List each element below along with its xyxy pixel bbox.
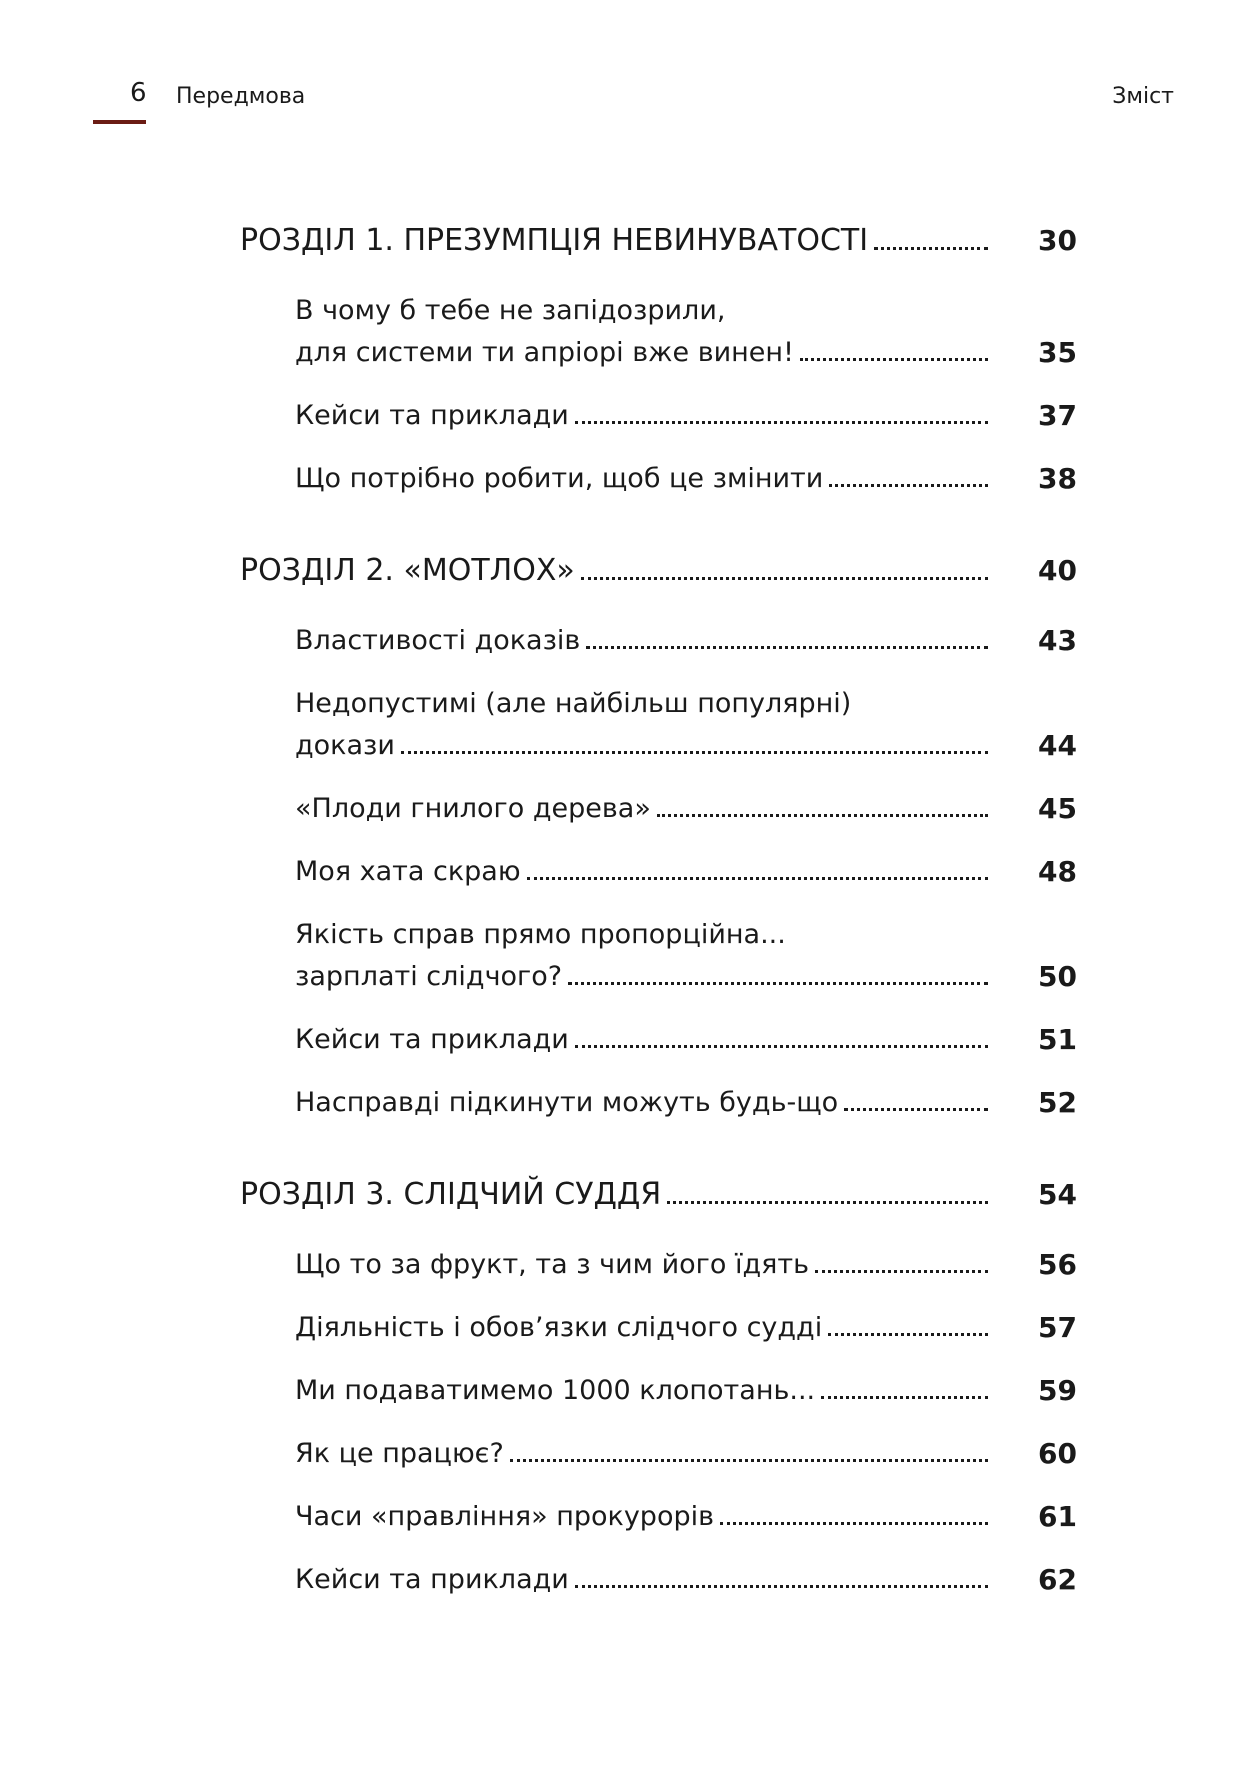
toc-entry-title: зарплаті слідчого? [295,961,563,992]
toc-entry [295,395,1077,437]
toc-entry-line [240,550,992,592]
toc-page-number: 54 [1038,1178,1077,1211]
dot-leader [527,877,988,880]
toc-entry [295,1433,1077,1475]
toc-entry-title: Що потрібно робити, щоб це змінити [295,463,824,494]
toc-entry-line [295,788,992,830]
toc-entry-title: «Плоди гнилого дерева» [295,793,651,824]
dot-leader [844,1108,988,1111]
toc-page-number: 52 [1038,1086,1077,1119]
dot-leader [575,1585,988,1588]
toc-chapter-title: РОЗДІЛ 1. ПРЕЗУМПЦІЯ НЕВИНУВАТОСТІ [240,223,869,258]
toc-page-number: 59 [1038,1374,1077,1407]
toc-entry [295,788,1077,830]
toc-entry-line [295,1559,992,1601]
toc-page-number: 61 [1038,1500,1077,1533]
toc-entry-line [295,620,992,662]
header-accent-rule [93,120,146,124]
dot-leader [821,1396,988,1399]
toc-entry [295,1019,1077,1061]
toc-entry-line [295,395,992,437]
toc-entry [295,1244,1077,1286]
dot-leader [720,1522,988,1525]
dot-leader [575,421,988,424]
toc-entry-line [295,458,992,500]
toc-entry-title: Кейси та приклади [295,1024,569,1055]
toc-entry-line [295,956,992,998]
toc-page-number: 45 [1038,792,1077,825]
toc-page-number: 40 [1038,554,1077,587]
dot-leader [510,1459,988,1462]
toc-entry-title-line: Якість справ прямо пропорційна... [295,919,786,950]
toc-entry-line [295,1433,992,1475]
toc-entry-title: Моя хата скраю [295,856,521,887]
dot-leader [667,1201,988,1204]
dot-leader [800,358,988,361]
toc-entry-title: Що то за фрукт, та з чим його їдять [295,1249,810,1280]
toc-entry-title: для системи ти апріорі вже винен! [295,337,794,368]
toc-page-number: 60 [1038,1437,1077,1470]
running-header [0,0,1260,140]
toc-chapter-title: РОЗДІЛ 3. СЛІДЧИЙ СУДДЯ [240,1177,662,1212]
toc-entry [295,914,1077,998]
toc-entry [295,1082,1077,1124]
dot-leader [828,1333,988,1336]
toc-section [0,220,1260,500]
toc-entry-line [295,1496,992,1538]
toc-entry-line [295,725,992,767]
toc-page-number: 56 [1038,1248,1077,1281]
dot-leader [874,247,988,250]
toc-entry [295,620,1077,662]
toc-chapter-entry [240,550,1077,592]
toc-entry-title: Насправді підкинути можуть будь-що [295,1087,839,1118]
dot-leader [586,646,988,649]
toc-chapter-title: РОЗДІЛ 2. «МОТЛОХ» [240,553,575,588]
dot-leader [581,577,988,580]
toc-entry-title: Кейси та приклади [295,400,569,431]
toc-entry-title: Властивості доказів [295,625,581,656]
toc-entry [295,458,1077,500]
toc-entry [295,851,1077,893]
toc-entry-line [295,851,992,893]
toc-chapter-entry [240,220,1077,262]
page-number: 6 [130,78,147,108]
running-head-right: Зміст [1112,84,1174,109]
dot-leader [568,982,988,985]
dot-leader [815,1270,988,1273]
toc-entry-line [295,1082,992,1124]
toc-entry-title: Як це працює? [295,1438,504,1469]
toc-page-number: 35 [1038,336,1077,369]
toc-entry-title: Ми подаватимемо 1000 клопотань... [295,1375,816,1406]
toc-page-number: 44 [1038,729,1077,762]
toc-entry-title: Діяльність і обов’язки слідчого судді [295,1312,823,1343]
toc-page-number: 48 [1038,855,1077,888]
toc-entry-title-line: В чому б тебе не запідозрили, [295,295,726,326]
toc-section [0,1174,1260,1601]
dot-leader [829,484,988,487]
toc-page-number: 50 [1038,960,1077,993]
toc-page-number: 38 [1038,462,1077,495]
toc-page-number: 30 [1038,224,1077,257]
toc-entry-line [295,1370,992,1412]
toc-entry-line [295,332,992,374]
toc-page-number: 37 [1038,399,1077,432]
toc-entry [295,1559,1077,1601]
toc-entry-line [295,1307,992,1349]
toc-page-number: 51 [1038,1023,1077,1056]
toc-entry-line [240,1174,992,1216]
toc-entry-title: Часи «правління» прокурорів [295,1501,715,1532]
toc-entry-line [295,1019,992,1061]
toc-entry-title: докази [295,730,395,761]
toc-entry [295,1496,1077,1538]
toc-entry-line [240,220,992,262]
toc-entry-title-line: Недопустимі (але найбільш популярні) [295,688,852,719]
toc-entry [295,1307,1077,1349]
toc-entry [295,1370,1077,1412]
toc-entry [295,290,1077,374]
toc-entry-line [295,1244,992,1286]
dot-leader [657,814,988,817]
toc-chapter-entry [240,1174,1077,1216]
toc-page-number: 57 [1038,1311,1077,1344]
toc-section [0,550,1260,1124]
running-head-left: Передмова [176,84,306,109]
dot-leader [575,1045,988,1048]
toc-page-number: 62 [1038,1563,1077,1596]
toc-page-number: 43 [1038,624,1077,657]
toc-entry [295,683,1077,767]
table-of-contents [0,220,1260,1651]
dot-leader [401,751,988,754]
toc-entry-title: Кейси та приклади [295,1564,569,1595]
